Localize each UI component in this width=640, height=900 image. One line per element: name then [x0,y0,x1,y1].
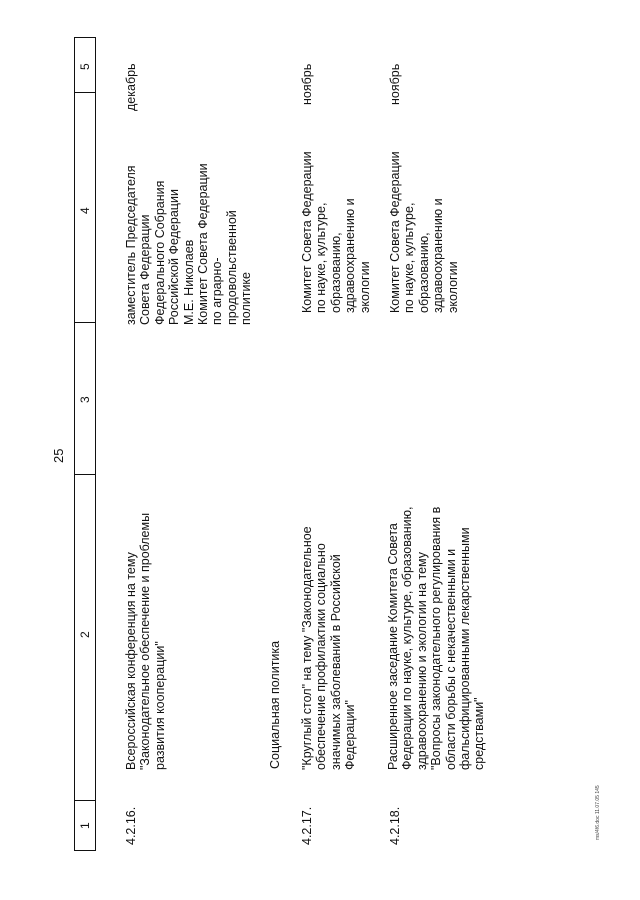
row-event-description: "Круглый стол" на тему "Законодательное обеспечение профилактики социально значимых заболеваний в Российской Федерации" [300,526,358,770]
column-header-4: 4 [78,207,92,214]
row-responsible: Комитет Совета Федерации по науке, культуре, образованию, здравоохранению и экологии [300,151,372,313]
page-number: 25 [51,448,66,463]
header-divider-2 [74,474,95,475]
row-term: ноябрь [300,63,314,105]
row-number: 4.2.18. [388,806,402,845]
row-event-description: Всероссийская конференция на тему "Законодательное обеспечение и проблемы развития кооперации" [124,512,167,770]
column-header-1: 1 [78,822,92,829]
column-header-2: 2 [78,631,92,638]
header-divider-4 [74,92,95,93]
column-header-3: 3 [78,396,92,403]
table-left-border [74,850,95,851]
row-term: декабрь [124,63,138,111]
footer-file-stamp: ms/4f6.doc 11.07.05 145 [595,785,601,840]
table-top-border [74,37,75,851]
column-header-5: 5 [78,63,92,70]
row-event-description: Расширенное заседание Комитета Совета Федерации по науке, культуре, образованию, здравоохранению и экологии на тему "Вопросы законодательного регулирования в области борьбы с некачественными и фальсифицированными лекарственными средствами" [386,506,487,770]
row-responsible: Комитет Совета Федерации по науке, культуре, образованию, здравоохранению и экологии [388,151,460,313]
header-divider-3 [74,322,95,323]
section-heading: Социальная политика [268,640,282,769]
row-number: 4.2.17. [300,806,314,845]
row-number: 4.2.16. [124,806,138,845]
table-header-bottom-border [95,37,96,851]
row-term: ноябрь [388,63,402,105]
table-right-border [74,37,95,38]
row-responsible: заместитель Председателя Совета Федерации Федерального Собрания Российской Федерации М.Е. Николаев Комитет Совета Федерации по аграрно- продовольственной политике [124,163,254,325]
header-divider-1 [74,800,95,801]
